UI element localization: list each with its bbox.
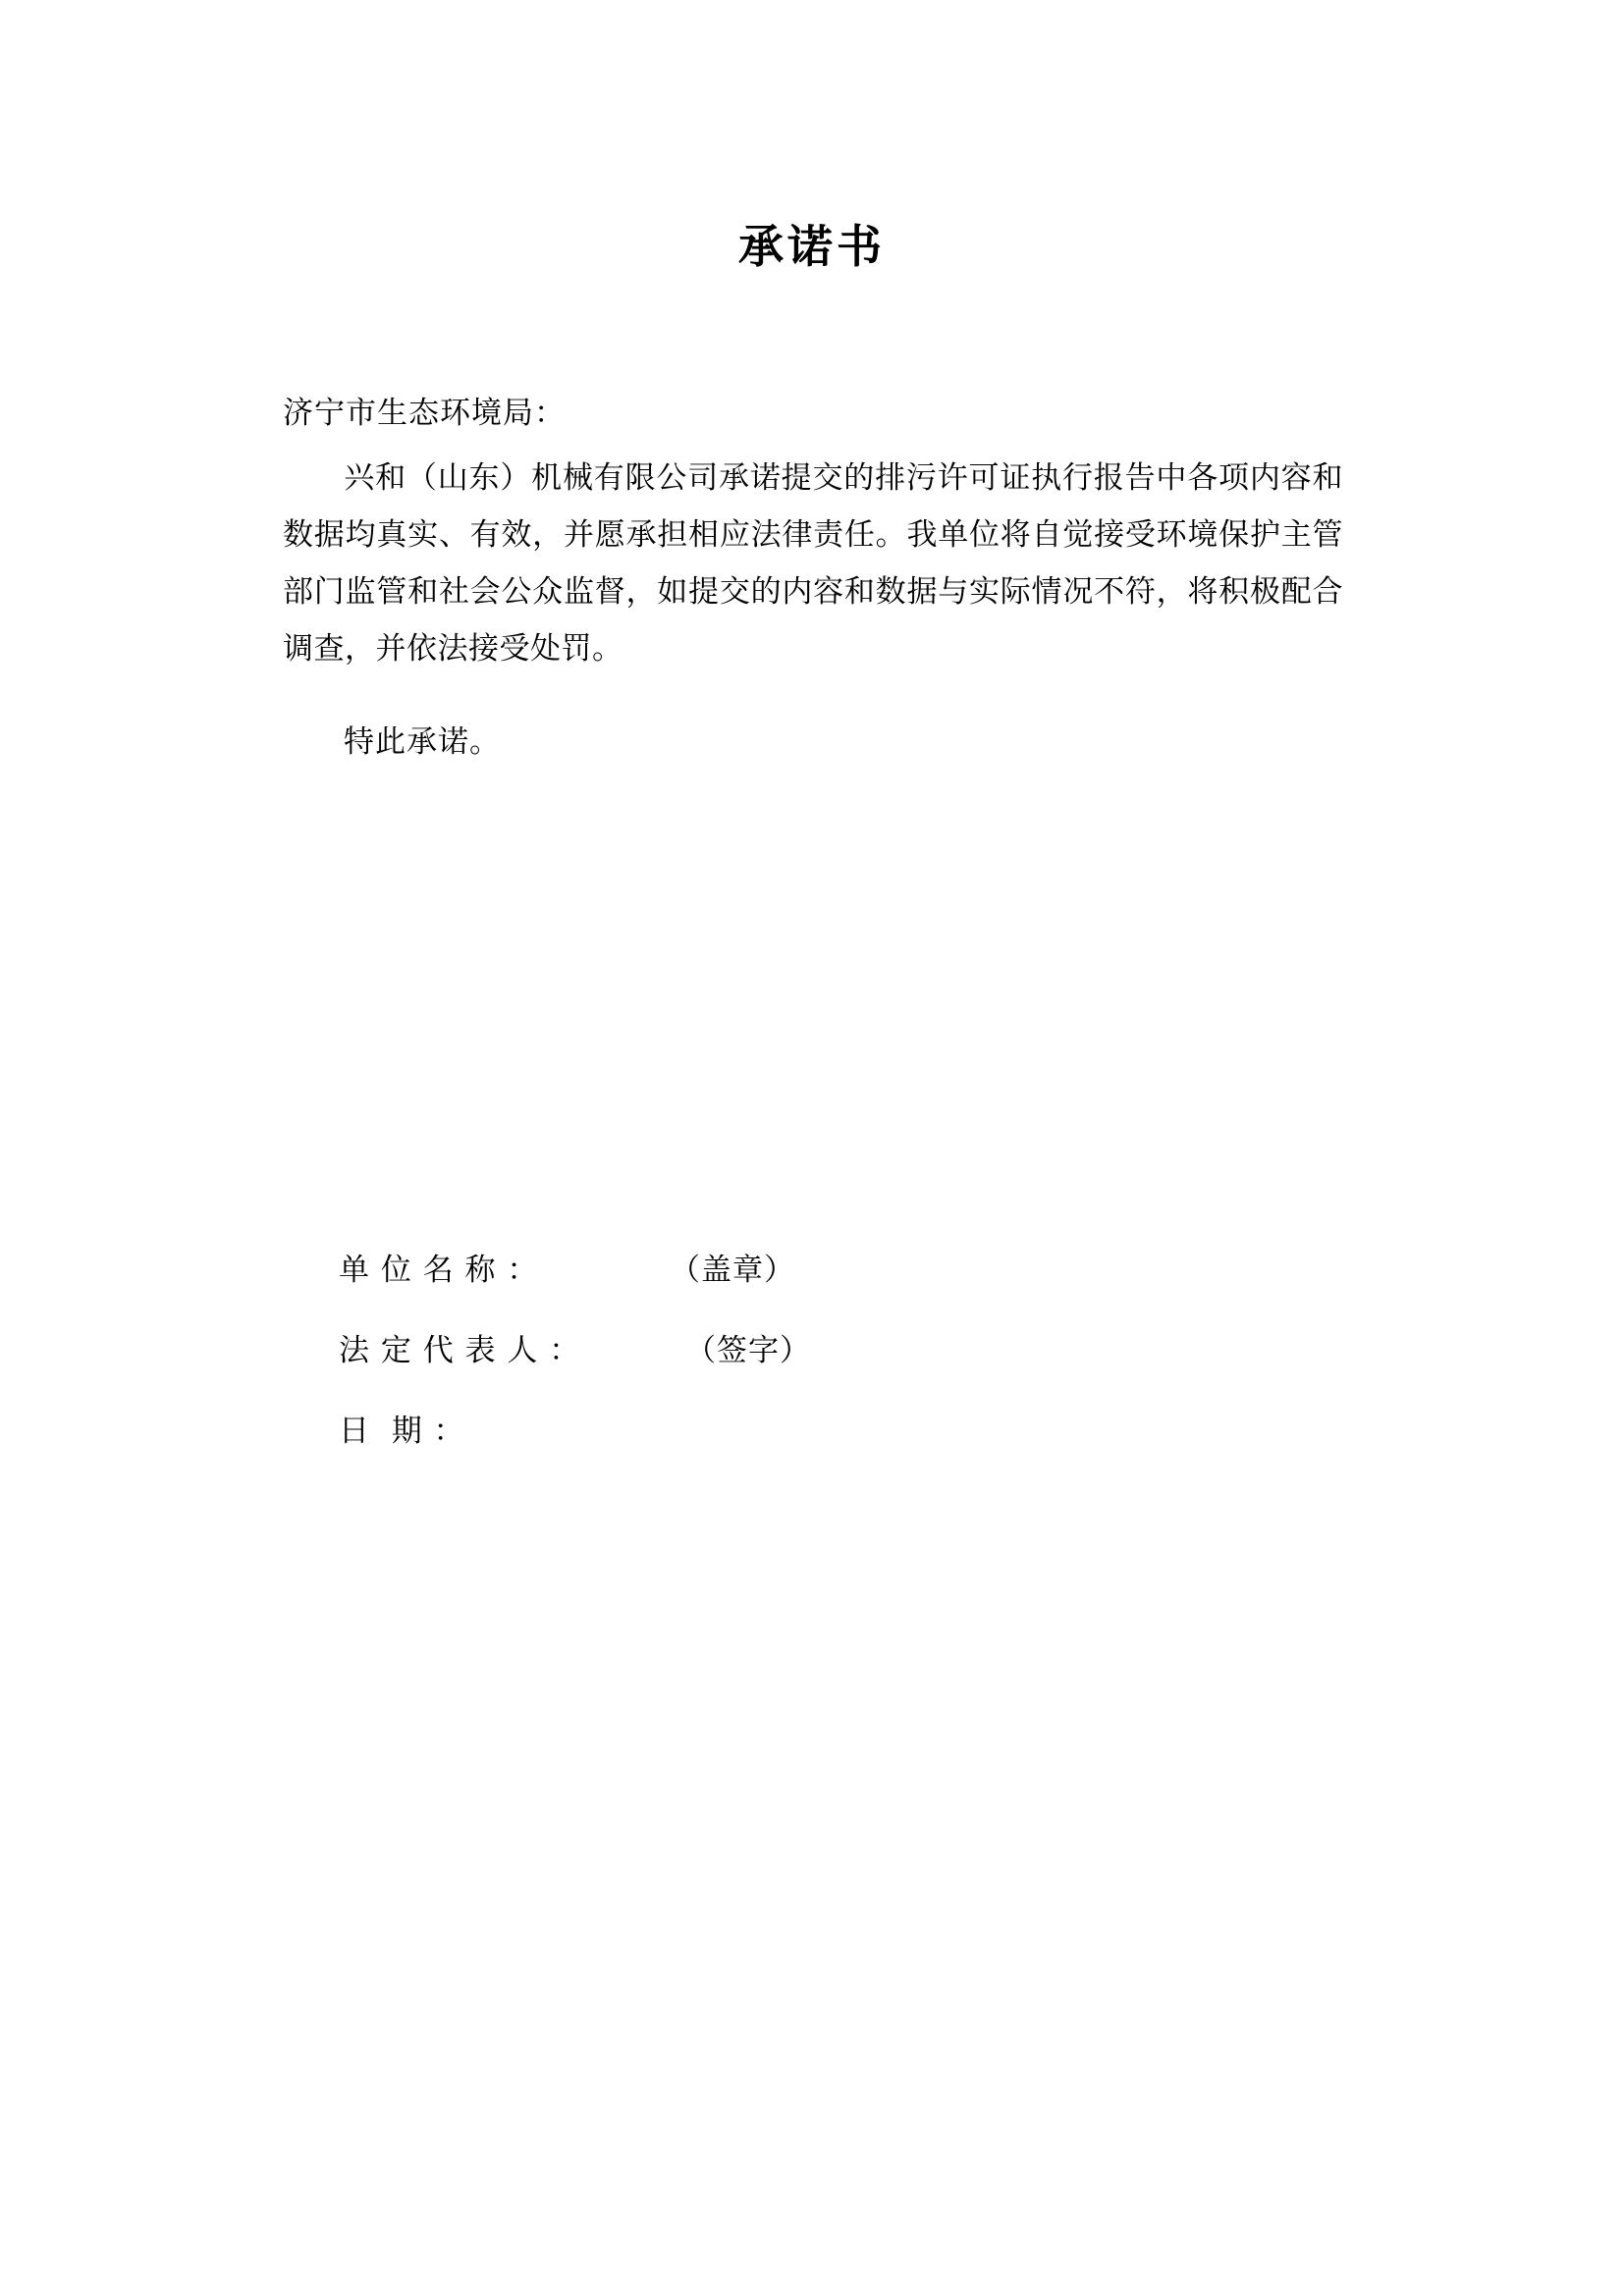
date-row [339, 1406, 1222, 1486]
commitment-paragraph [283, 450, 1343, 677]
page-title: 承诺书 [738, 220, 886, 273]
unit-name-label: 单 位 名 称 ： [339, 1253, 539, 1288]
legal-rep-row [339, 1325, 1222, 1406]
legal-rep-label: 法 定 代 表 人 ： [339, 1333, 581, 1368]
signature-block [339, 1245, 1222, 1486]
closing-text: 特此承诺。 [344, 724, 501, 760]
seal-note: （盖章） [670, 1253, 795, 1288]
date-label: 日 期 ： [339, 1414, 465, 1449]
salutation-line: 济宁市生态环境局： [283, 396, 566, 431]
paragraph-text: 兴和（山东）机械有限公司承诺提交的排污许可证执行报告中各项内容和数据均真实、有效，并愿承担相应法律责任。我单位将自觉接受环境保护主管部门监管和社会公众监督，如提交的内容和数据与实际情况不符，将积极配合调查，并依法接受处罚。 [283, 460, 1343, 667]
closing-line [283, 717, 501, 761]
unit-name-row [339, 1245, 1222, 1325]
signature-note: （签字） [685, 1333, 811, 1368]
